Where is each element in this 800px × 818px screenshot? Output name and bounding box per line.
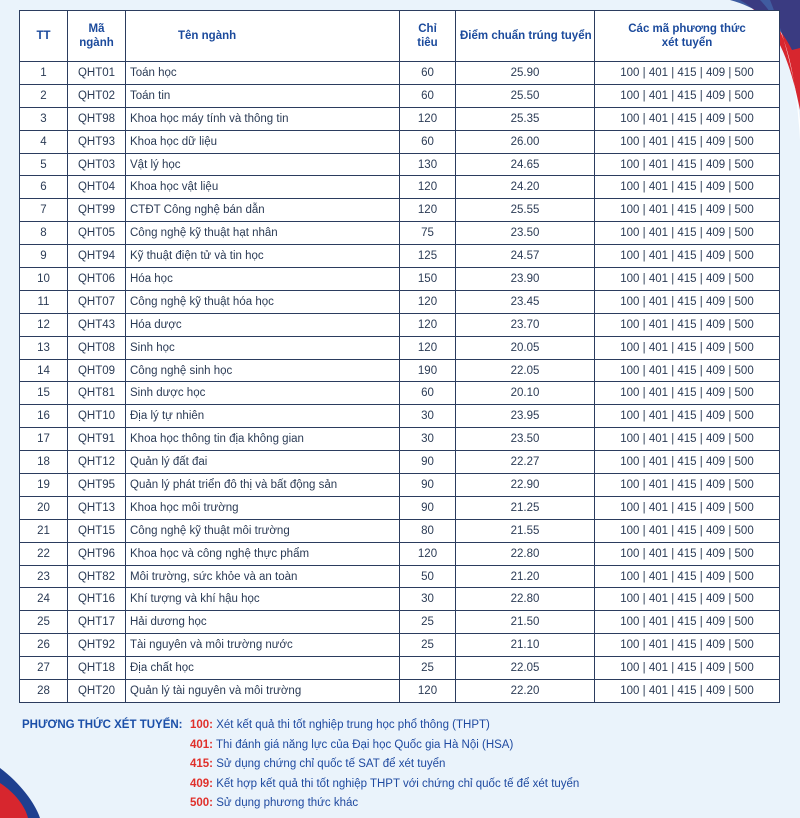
cell-name: Hóa dược — [126, 313, 400, 336]
cell-tt: 19 — [20, 474, 68, 497]
cell-code: QHT01 — [68, 62, 126, 85]
cell-tt: 1 — [20, 62, 68, 85]
cell-quota: 120 — [400, 107, 456, 130]
cell-code: QHT16 — [68, 588, 126, 611]
cell-name: Tài nguyên và môi trường nước — [126, 634, 400, 657]
cell-score: 20.10 — [456, 382, 595, 405]
cell-tt: 9 — [20, 245, 68, 268]
cell-quota: 120 — [400, 336, 456, 359]
cell-name: Hóa học — [126, 268, 400, 291]
cell-methods: 100 | 401 | 415 | 409 | 500 — [595, 542, 780, 565]
cell-name: Kỹ thuật điện tử và tin học — [126, 245, 400, 268]
cell-quota: 80 — [400, 519, 456, 542]
cell-name: Toán tin — [126, 84, 400, 107]
cell-methods: 100 | 401 | 415 | 409 | 500 — [595, 565, 780, 588]
cell-methods: 100 | 401 | 415 | 409 | 500 — [595, 222, 780, 245]
cell-code: QHT06 — [68, 268, 126, 291]
cell-code: QHT08 — [68, 336, 126, 359]
cell-quota: 120 — [400, 290, 456, 313]
header-code-line2: ngành — [79, 37, 114, 49]
legend-title: PHƯƠNG THỨC XÉT TUYỂN: — [22, 719, 183, 731]
legend-list — [190, 716, 770, 814]
table-row — [20, 565, 780, 588]
cell-methods: 100 | 401 | 415 | 409 | 500 — [595, 62, 780, 85]
cell-methods: 100 | 401 | 415 | 409 | 500 — [595, 107, 780, 130]
table-row — [20, 84, 780, 107]
cell-name: Khí tượng và khí hậu học — [126, 588, 400, 611]
cell-quota: 125 — [400, 245, 456, 268]
cell-score: 21.25 — [456, 496, 595, 519]
cell-tt: 21 — [20, 519, 68, 542]
cell-tt: 11 — [20, 290, 68, 313]
cell-code: QHT15 — [68, 519, 126, 542]
cell-code: QHT95 — [68, 474, 126, 497]
cell-quota: 25 — [400, 634, 456, 657]
cell-methods: 100 | 401 | 415 | 409 | 500 — [595, 657, 780, 680]
header-quota — [400, 11, 456, 62]
header-methods-line1: Các mã phương thức — [628, 23, 746, 35]
cell-quota: 25 — [400, 657, 456, 680]
header-quota-line2: tiêu — [417, 37, 438, 49]
cell-tt: 10 — [20, 268, 68, 291]
cell-name: Công nghệ kỹ thuật môi trường — [126, 519, 400, 542]
cell-name: Quản lý phát triển đô thị và bất động sản — [126, 474, 400, 497]
cell-tt: 14 — [20, 359, 68, 382]
cell-methods: 100 | 401 | 415 | 409 | 500 — [595, 451, 780, 474]
cell-score: 25.35 — [456, 107, 595, 130]
cell-quota: 90 — [400, 474, 456, 497]
cell-methods: 100 | 401 | 415 | 409 | 500 — [595, 176, 780, 199]
cell-tt: 15 — [20, 382, 68, 405]
cell-tt: 5 — [20, 153, 68, 176]
cell-score: 23.50 — [456, 222, 595, 245]
cell-methods: 100 | 401 | 415 | 409 | 500 — [595, 359, 780, 382]
cell-code: QHT81 — [68, 382, 126, 405]
cell-methods: 100 | 401 | 415 | 409 | 500 — [595, 313, 780, 336]
table-header-row — [20, 11, 780, 62]
cell-name: Công nghệ kỹ thuật hóa học — [126, 290, 400, 313]
cell-tt: 6 — [20, 176, 68, 199]
cell-score: 24.57 — [456, 245, 595, 268]
table-row — [20, 176, 780, 199]
header-code — [68, 11, 126, 62]
table-row — [20, 359, 780, 382]
table-row — [20, 496, 780, 519]
cell-methods: 100 | 401 | 415 | 409 | 500 — [595, 290, 780, 313]
legend-item-code: 100: — [190, 719, 214, 731]
cell-tt: 28 — [20, 680, 68, 703]
table-row — [20, 611, 780, 634]
table-row — [20, 62, 780, 85]
cell-score: 20.05 — [456, 336, 595, 359]
cell-quota: 120 — [400, 542, 456, 565]
cell-code: QHT82 — [68, 565, 126, 588]
cell-name: Quản lý tài nguyên và môi trường — [126, 680, 400, 703]
cell-name: Khoa học môi trường — [126, 496, 400, 519]
cell-score: 22.27 — [456, 451, 595, 474]
cell-code: QHT17 — [68, 611, 126, 634]
table-row — [20, 428, 780, 451]
cell-quota: 130 — [400, 153, 456, 176]
cell-score: 26.00 — [456, 130, 595, 153]
table-row — [20, 588, 780, 611]
cell-score: 22.20 — [456, 680, 595, 703]
cell-code: QHT13 — [68, 496, 126, 519]
legend-item-code: 409: — [190, 777, 214, 790]
cell-methods: 100 | 401 | 415 | 409 | 500 — [595, 336, 780, 359]
cell-score: 22.05 — [456, 657, 595, 680]
table-row — [20, 130, 780, 153]
cell-quota: 190 — [400, 359, 456, 382]
legend-item — [190, 736, 770, 756]
cell-quota: 30 — [400, 428, 456, 451]
cell-quota: 150 — [400, 268, 456, 291]
table-body — [20, 62, 780, 703]
cell-score: 23.90 — [456, 268, 595, 291]
cell-tt: 26 — [20, 634, 68, 657]
cell-tt: 24 — [20, 588, 68, 611]
cell-name: Khoa học thông tin địa không gian — [126, 428, 400, 451]
cell-score: 22.05 — [456, 359, 595, 382]
cell-tt: 13 — [20, 336, 68, 359]
cell-code: QHT12 — [68, 451, 126, 474]
table-row — [20, 474, 780, 497]
cell-code: QHT04 — [68, 176, 126, 199]
cell-tt: 7 — [20, 199, 68, 222]
legend-item-description: Thi đánh giá năng lực của Đại học Quốc gia Hà Nội (HSA) — [216, 738, 514, 751]
table-row — [20, 290, 780, 313]
cell-tt: 3 — [20, 107, 68, 130]
table-row — [20, 336, 780, 359]
cell-score: 22.90 — [456, 474, 595, 497]
cell-name: Hải dương học — [126, 611, 400, 634]
cell-name: Khoa học máy tính và thông tin — [126, 107, 400, 130]
cell-name: Quản lý đất đai — [126, 451, 400, 474]
cell-name: Sinh học — [126, 336, 400, 359]
cell-score: 21.20 — [456, 565, 595, 588]
cell-methods: 100 | 401 | 415 | 409 | 500 — [595, 382, 780, 405]
cell-name: Khoa học dữ liệu — [126, 130, 400, 153]
table-row — [20, 245, 780, 268]
header-methods-line2: xét tuyển — [661, 37, 713, 49]
legend-item — [190, 716, 770, 736]
cell-methods: 100 | 401 | 415 | 409 | 500 — [595, 680, 780, 703]
cell-score: 25.55 — [456, 199, 595, 222]
cell-quota: 120 — [400, 176, 456, 199]
header-tt: TT — [20, 11, 68, 62]
table-row — [20, 199, 780, 222]
cell-name: Công nghệ sinh học — [126, 359, 400, 382]
table-row — [20, 634, 780, 657]
cell-code: QHT91 — [68, 428, 126, 451]
cell-score: 23.45 — [456, 290, 595, 313]
cell-score: 23.50 — [456, 428, 595, 451]
cell-methods: 100 | 401 | 415 | 409 | 500 — [595, 268, 780, 291]
table-row — [20, 313, 780, 336]
cell-name: Môi trường, sức khỏe và an toàn — [126, 565, 400, 588]
cell-score: 23.95 — [456, 405, 595, 428]
cell-quota: 25 — [400, 611, 456, 634]
cell-score: 23.70 — [456, 313, 595, 336]
cell-score: 25.90 — [456, 62, 595, 85]
table-row — [20, 451, 780, 474]
header-quota-line1: Chỉ — [418, 23, 437, 35]
cell-score: 24.65 — [456, 153, 595, 176]
cell-name: Địa lý tự nhiên — [126, 405, 400, 428]
table-row — [20, 405, 780, 428]
cell-quota: 120 — [400, 199, 456, 222]
legend-item — [190, 775, 770, 795]
cell-tt: 23 — [20, 565, 68, 588]
cell-methods: 100 | 401 | 415 | 409 | 500 — [595, 130, 780, 153]
cell-code: QHT94 — [68, 245, 126, 268]
cell-quota: 30 — [400, 405, 456, 428]
cell-tt: 22 — [20, 542, 68, 565]
cell-quota: 60 — [400, 130, 456, 153]
cell-methods: 100 | 401 | 415 | 409 | 500 — [595, 153, 780, 176]
cell-code: QHT18 — [68, 657, 126, 680]
cell-methods: 100 | 401 | 415 | 409 | 500 — [595, 634, 780, 657]
table-row — [20, 107, 780, 130]
cell-quota: 120 — [400, 680, 456, 703]
cell-code: QHT43 — [68, 313, 126, 336]
table-row — [20, 542, 780, 565]
cell-quota: 75 — [400, 222, 456, 245]
cell-code: QHT99 — [68, 199, 126, 222]
legend-item-description: Xét kết quả thi tốt nghiệp trung học phổ thông (THPT) — [216, 719, 490, 731]
cell-code: QHT05 — [68, 222, 126, 245]
cell-code: QHT09 — [68, 359, 126, 382]
cell-tt: 4 — [20, 130, 68, 153]
header-name: Tên ngành — [126, 11, 400, 62]
cell-code: QHT96 — [68, 542, 126, 565]
cell-code: QHT20 — [68, 680, 126, 703]
cell-tt: 20 — [20, 496, 68, 519]
cell-code: QHT07 — [68, 290, 126, 313]
legend-item-description: Sử dụng chứng chỉ quốc tế SAT để xét tuyển — [216, 758, 446, 771]
header-code-line1: Mã — [88, 23, 105, 35]
cell-quota: 90 — [400, 451, 456, 474]
table-row — [20, 382, 780, 405]
cell-tt: 12 — [20, 313, 68, 336]
table-row — [20, 222, 780, 245]
legend-item-code: 500: — [190, 797, 214, 810]
cell-quota: 90 — [400, 496, 456, 519]
decorative-swoosh-bottom-left — [0, 748, 60, 818]
cell-methods: 100 | 401 | 415 | 409 | 500 — [595, 405, 780, 428]
header-score: Điểm chuẩn trúng tuyển — [456, 11, 595, 62]
cell-score: 22.80 — [456, 588, 595, 611]
cell-score: 21.10 — [456, 634, 595, 657]
cell-name: Toán học — [126, 62, 400, 85]
cell-name: Địa chất học — [126, 657, 400, 680]
cell-name: CTĐT Công nghệ bán dẫn — [126, 199, 400, 222]
cell-methods: 100 | 401 | 415 | 409 | 500 — [595, 245, 780, 268]
table-row — [20, 680, 780, 703]
cell-name: Khoa học vật liệu — [126, 176, 400, 199]
cell-methods: 100 | 401 | 415 | 409 | 500 — [595, 611, 780, 634]
cell-methods: 100 | 401 | 415 | 409 | 500 — [595, 428, 780, 451]
legend-item-description: Kết hợp kết quả thi tốt nghiệp THPT với chứng chỉ quốc tế để xét tuyển — [216, 777, 580, 790]
cell-tt: 16 — [20, 405, 68, 428]
cell-quota: 60 — [400, 382, 456, 405]
cell-name: Công nghệ kỹ thuật hạt nhân — [126, 222, 400, 245]
legend-item — [190, 755, 770, 775]
cell-score: 22.80 — [456, 542, 595, 565]
cell-name: Khoa học và công nghệ thực phẩm — [126, 542, 400, 565]
cell-code: QHT03 — [68, 153, 126, 176]
legend-item-code: 401: — [190, 738, 214, 751]
legend-item-code: 415: — [190, 758, 214, 771]
table-row — [20, 268, 780, 291]
cell-quota: 120 — [400, 313, 456, 336]
table-row — [20, 519, 780, 542]
cell-tt: 8 — [20, 222, 68, 245]
cell-code: QHT02 — [68, 84, 126, 107]
legend-item — [190, 794, 770, 814]
cell-methods: 100 | 401 | 415 | 409 | 500 — [595, 588, 780, 611]
cell-tt: 18 — [20, 451, 68, 474]
cell-quota: 50 — [400, 565, 456, 588]
cell-code: QHT93 — [68, 130, 126, 153]
cell-code: QHT92 — [68, 634, 126, 657]
cell-tt: 25 — [20, 611, 68, 634]
cell-methods: 100 | 401 | 415 | 409 | 500 — [595, 496, 780, 519]
cell-quota: 60 — [400, 62, 456, 85]
cell-score: 25.50 — [456, 84, 595, 107]
table-row — [20, 153, 780, 176]
cell-score: 21.55 — [456, 519, 595, 542]
cell-tt: 17 — [20, 428, 68, 451]
cell-name: Sinh dược học — [126, 382, 400, 405]
cell-code: QHT10 — [68, 405, 126, 428]
cell-name: Vật lý học — [126, 153, 400, 176]
cell-methods: 100 | 401 | 415 | 409 | 500 — [595, 84, 780, 107]
cell-quota: 30 — [400, 588, 456, 611]
cell-tt: 27 — [20, 657, 68, 680]
cell-methods: 100 | 401 | 415 | 409 | 500 — [595, 199, 780, 222]
header-methods — [595, 11, 780, 62]
cell-quota: 60 — [400, 84, 456, 107]
cell-methods: 100 | 401 | 415 | 409 | 500 — [595, 474, 780, 497]
cell-tt: 2 — [20, 84, 68, 107]
legend-item-description: Sử dụng phương thức khác — [216, 797, 359, 810]
cell-methods: 100 | 401 | 415 | 409 | 500 — [595, 519, 780, 542]
admission-scores-table — [19, 10, 780, 703]
cell-score: 24.20 — [456, 176, 595, 199]
cell-code: QHT98 — [68, 107, 126, 130]
cell-score: 21.50 — [456, 611, 595, 634]
table-row — [20, 657, 780, 680]
